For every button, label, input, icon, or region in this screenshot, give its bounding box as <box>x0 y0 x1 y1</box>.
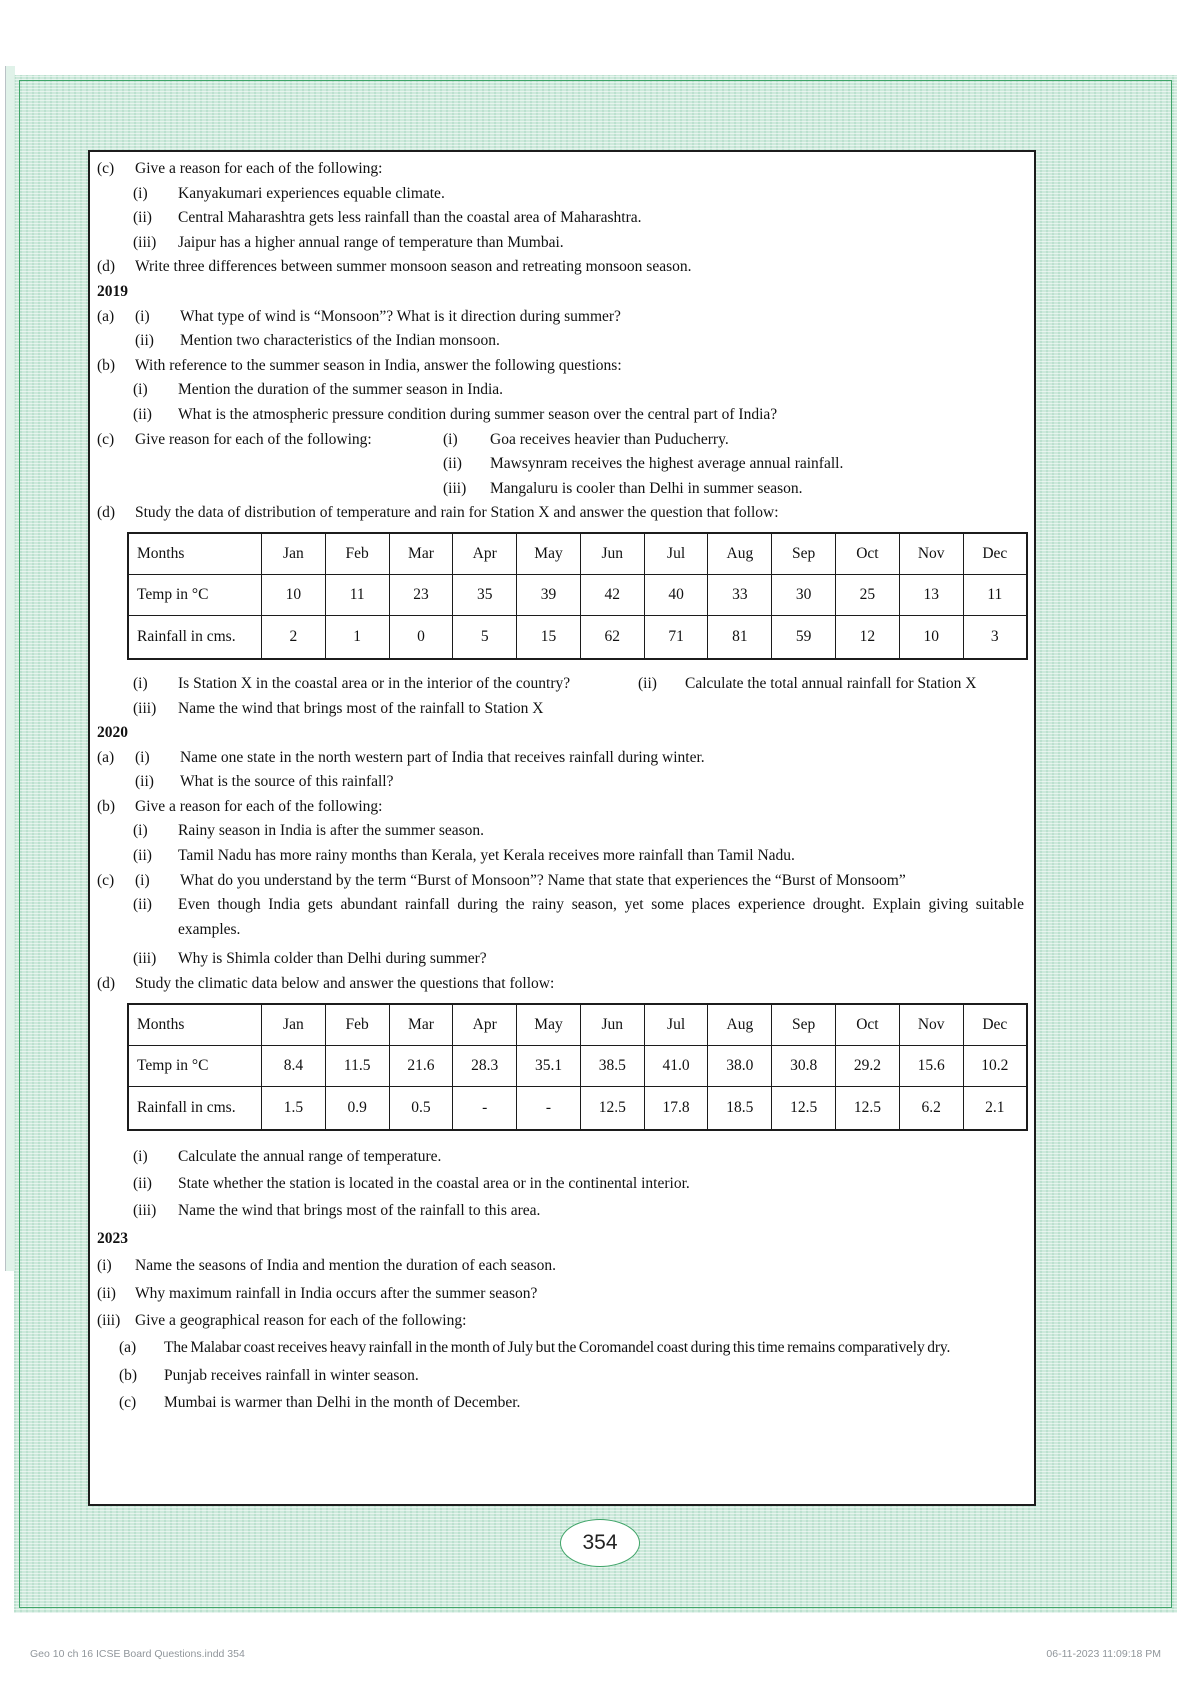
item-label: (d) <box>97 975 116 993</box>
item-label: (i) <box>133 1147 148 1165</box>
question-text: What is the source of this rainfall? <box>180 773 394 791</box>
row-label-cell: Rainfall in cms. <box>128 615 262 659</box>
month-header-cell: Jun <box>580 533 644 575</box>
data-cell: 8.4 <box>262 1045 326 1086</box>
item-label: (ii) <box>133 209 152 227</box>
item-label: (i) <box>135 748 150 766</box>
question-row <box>97 157 1024 182</box>
data-cell: 5 <box>453 615 517 659</box>
month-header-cell: Jul <box>644 1004 708 1046</box>
data-cell: 0 <box>389 615 453 659</box>
months-header-cell: Months <box>128 533 262 575</box>
question-row <box>97 255 1024 280</box>
question-text: Calculate the annual range of temperature. <box>178 1147 442 1165</box>
item-label: (i) <box>135 871 150 889</box>
question-text: Why is Shimla colder than Delhi during summer? <box>178 950 487 968</box>
page-number: 354 <box>582 1531 618 1554</box>
question-row <box>97 1307 1024 1334</box>
item-label: (i) <box>443 430 458 448</box>
page-number-badge <box>560 1519 640 1567</box>
item-label: (b) <box>97 356 116 374</box>
month-header-cell: Mar <box>389 1004 453 1046</box>
question-text: Kanyakumari experiences equable climate. <box>178 184 445 202</box>
question-row <box>97 1252 1024 1279</box>
question-text: What do you understand by the term “Burst of Monsoon”? Name that state that experiences the “Burst of Monsoom” <box>180 871 906 889</box>
data-cell: 39 <box>517 574 581 615</box>
month-header-cell: Feb <box>325 533 389 575</box>
question-text: Name the wind that brings most of the rainfall to Station X <box>178 699 544 717</box>
question-text: With reference to the summer season in India, answer the following questions: <box>135 356 622 374</box>
item-label: (d) <box>97 504 116 522</box>
item-label: (c) <box>97 430 115 448</box>
data-cell: 40 <box>644 574 708 615</box>
year-heading-2020: 2020 <box>97 724 128 742</box>
data-cell: 35.1 <box>517 1045 581 1086</box>
question-text: Mawsynram receives the highest average annual rainfall. <box>490 455 844 473</box>
question-text: Give a geographical reason for each of the following: <box>135 1312 467 1330</box>
item-label: (ii) <box>443 455 462 473</box>
item-label: (d) <box>97 258 116 276</box>
data-cell: 10 <box>262 574 326 615</box>
item-label: (b) <box>97 797 116 815</box>
data-cell: 12.5 <box>580 1086 644 1130</box>
question-row <box>97 354 1024 379</box>
left-edge-strip <box>5 66 15 1271</box>
question-text: Mumbai is warmer than Delhi in the month of December. <box>164 1394 521 1412</box>
item-label: (iii) <box>443 479 467 497</box>
question-row <box>133 182 1024 207</box>
month-header-cell: Apr <box>453 1004 517 1046</box>
row-label-cell: Temp in °C <box>128 1045 262 1086</box>
month-header-cell: Nov <box>899 533 963 575</box>
data-cell: 0.5 <box>389 1086 453 1130</box>
data-cell: 10.2 <box>963 1045 1027 1086</box>
item-label: (ii) <box>638 674 657 692</box>
data-cell: 42 <box>580 574 644 615</box>
question-row <box>133 403 1024 428</box>
data-cell: 11 <box>963 574 1027 615</box>
month-header-cell: Jan <box>262 1004 326 1046</box>
data-cell: 62 <box>580 615 644 659</box>
footer-filename: Geo 10 ch 16 ICSE Board Questions.indd 354 <box>30 1648 245 1660</box>
question-paper-panel <box>88 150 1036 1506</box>
question-row <box>133 1170 1024 1197</box>
data-cell: - <box>517 1086 581 1130</box>
question-row <box>133 1197 1024 1224</box>
question-text: Calculate the total annual rainfall for Station X <box>685 674 977 692</box>
question-text: Is Station X in the coastal area or in the interior of the country? <box>178 674 571 692</box>
item-label: (iii) <box>133 950 157 968</box>
item-label: (a) <box>97 748 115 766</box>
question-row <box>133 1143 1024 1170</box>
item-label: (iii) <box>133 699 157 717</box>
question-text: State whether the station is located in the coastal area or in the continental interior. <box>178 1175 690 1193</box>
question-text: Goa receives heavier than Puducherry. <box>490 430 729 448</box>
question-text: Rainy season in India is after the summer season. <box>178 822 485 840</box>
question-text: Give a reason for each of the following: <box>135 160 383 177</box>
month-header-cell: Aug <box>708 533 772 575</box>
data-cell: 12.5 <box>772 1086 836 1130</box>
item-label: (i) <box>133 674 148 692</box>
data-cell: 18.5 <box>708 1086 772 1130</box>
question-text: Mention the duration of the summer season in India. <box>178 381 504 399</box>
question-row <box>97 770 1024 795</box>
question-text: Mention two characteristics of the Indian monsoon. <box>180 332 500 350</box>
data-cell: 30.8 <box>772 1045 836 1086</box>
month-header-cell: May <box>517 533 581 575</box>
question-row <box>97 501 1024 526</box>
question-row <box>133 893 1024 942</box>
item-label: (ii) <box>133 847 152 865</box>
question-row <box>133 206 1024 231</box>
item-label: (ii) <box>133 1175 152 1193</box>
data-cell: 81 <box>708 615 772 659</box>
question-text: What is the atmospheric pressure condition during summer season over the central part of India? <box>178 405 778 423</box>
data-cell: 30 <box>772 574 836 615</box>
data-cell: 38.5 <box>580 1045 644 1086</box>
data-cell: 13 <box>899 574 963 615</box>
data-cell: 1.5 <box>262 1086 326 1130</box>
item-label: (c) <box>119 1394 137 1412</box>
question-text: Name the seasons of India and mention the duration of each season. <box>135 1257 556 1275</box>
data-cell: 25 <box>836 574 900 615</box>
item-label: (iii) <box>97 1312 121 1330</box>
item-label: (b) <box>119 1366 138 1384</box>
question-text: Central Maharashtra gets less rainfall than the coastal area of Maharashtra. <box>178 209 642 227</box>
question-row <box>133 947 1024 972</box>
question-row <box>97 452 1024 477</box>
question-text: Write three differences between summer monsoon season and retreating monsoon season. <box>135 258 692 276</box>
question-row <box>133 672 1024 697</box>
data-cell: 2.1 <box>963 1086 1027 1130</box>
month-header-cell: Mar <box>389 533 453 575</box>
month-header-cell: Sep <box>772 533 836 575</box>
item-label: (ii) <box>97 1284 116 1302</box>
month-header-cell: Apr <box>453 533 517 575</box>
data-cell: 0.9 <box>325 1086 389 1130</box>
question-row <box>97 746 1024 771</box>
question-row <box>97 428 1024 453</box>
footer-timestamp: 06-11-2023 11:09:18 PM <box>1046 1648 1161 1660</box>
item-label: (a) <box>119 1339 137 1357</box>
month-header-cell: Oct <box>836 533 900 575</box>
item-label: (ii) <box>135 773 154 791</box>
item-label: (a) <box>97 307 115 325</box>
item-label: (i) <box>133 381 148 399</box>
month-header-cell: Dec <box>963 533 1027 575</box>
item-label: (c) <box>97 160 115 177</box>
question-text: Punjab receives rainfall in winter season. <box>164 1366 419 1384</box>
question-text: Even though India gets abundant rainfall during the rainy season, yet some places experience drought. Explain giving suitable examples. <box>178 896 1024 938</box>
month-header-cell: May <box>517 1004 581 1046</box>
data-cell: 2 <box>262 615 326 659</box>
item-label: (iii) <box>133 1202 157 1220</box>
question-text: Why maximum rainfall in India occurs after the summer season? <box>135 1284 538 1302</box>
question-row <box>133 844 1024 869</box>
question-text: The Malabar coast receives heavy rainfall in the month of July but the Coromandel coast during this time remains comparatively dry. <box>164 1339 951 1357</box>
question-row <box>133 378 1024 403</box>
item-label: (ii) <box>133 405 152 423</box>
question-row <box>119 1389 1024 1416</box>
data-cell: 15 <box>517 615 581 659</box>
item-label: (ii) <box>133 896 152 914</box>
data-cell: 12.5 <box>836 1086 900 1130</box>
data-cell: 33 <box>708 574 772 615</box>
question-row <box>97 1280 1024 1307</box>
data-cell: 11 <box>325 574 389 615</box>
question-row <box>133 231 1024 256</box>
question-text: Give a reason for each of the following: <box>135 797 383 815</box>
question-row <box>119 1362 1024 1389</box>
item-label: (ii) <box>135 332 154 350</box>
climatic-data-table <box>127 1003 1028 1131</box>
data-cell: 11.5 <box>325 1045 389 1086</box>
data-cell: 1 <box>325 615 389 659</box>
data-cell: 23 <box>389 574 453 615</box>
question-row <box>97 869 1024 894</box>
question-text: Study the climatic data below and answer the questions that follow: <box>135 975 555 993</box>
data-cell: 29.2 <box>836 1045 900 1086</box>
question-text: Jaipur has a higher annual range of temperature than Mumbai. <box>178 233 564 251</box>
month-header-cell: Aug <box>708 1004 772 1046</box>
data-cell: 15.6 <box>899 1045 963 1086</box>
data-cell: 71 <box>644 615 708 659</box>
month-header-cell: Feb <box>325 1004 389 1046</box>
item-label: (i) <box>97 1257 112 1275</box>
item-label: (i) <box>133 822 148 840</box>
question-text: What type of wind is “Monsoon”? What is it direction during summer? <box>180 307 621 325</box>
question-text: Mangaluru is cooler than Delhi in summer season. <box>490 479 803 497</box>
month-header-cell: Nov <box>899 1004 963 1046</box>
question-text: Study the data of distribution of temperature and rain for Station X and answer the question that follow: <box>135 504 779 522</box>
question-row <box>119 1334 1024 1361</box>
data-cell: 41.0 <box>644 1045 708 1086</box>
data-cell: 12 <box>836 615 900 659</box>
year-heading-2023: 2023 <box>97 1229 128 1247</box>
station-x-table <box>127 532 1028 660</box>
item-label: (i) <box>135 307 150 325</box>
month-header-cell: Jul <box>644 533 708 575</box>
item-label: (i) <box>133 184 148 202</box>
question-text: Give reason for each of the following: <box>135 430 372 448</box>
data-cell: 3 <box>963 615 1027 659</box>
data-cell: 38.0 <box>708 1045 772 1086</box>
question-text: Name the wind that brings most of the rainfall to this area. <box>178 1202 541 1220</box>
data-cell: - <box>453 1086 517 1130</box>
question-row <box>97 972 1024 997</box>
month-header-cell: Jan <box>262 533 326 575</box>
question-row <box>133 819 1024 844</box>
question-row <box>133 697 1024 722</box>
row-label-cell: Rainfall in cms. <box>128 1086 262 1130</box>
month-header-cell: Sep <box>772 1004 836 1046</box>
item-label: (iii) <box>133 233 157 251</box>
months-header-cell: Months <box>128 1004 262 1046</box>
data-cell: 10 <box>899 615 963 659</box>
year-heading-2019: 2019 <box>97 282 128 300</box>
data-cell: 59 <box>772 615 836 659</box>
questions-content <box>90 152 1034 1417</box>
data-cell: 17.8 <box>644 1086 708 1130</box>
data-cell: 6.2 <box>899 1086 963 1130</box>
question-text: Tamil Nadu has more rainy months than Kerala, yet Kerala receives more rainfall than Tamil Nadu. <box>178 847 795 865</box>
month-header-cell: Oct <box>836 1004 900 1046</box>
data-cell: 21.6 <box>389 1045 453 1086</box>
question-row <box>97 329 1024 354</box>
question-row <box>97 795 1024 820</box>
data-cell: 28.3 <box>453 1045 517 1086</box>
question-text: Name one state in the north western part of India that receives rainfall during winter. <box>180 748 705 766</box>
question-row <box>97 477 1024 502</box>
question-row <box>97 305 1024 330</box>
month-header-cell: Dec <box>963 1004 1027 1046</box>
data-cell: 35 <box>453 574 517 615</box>
item-label: (c) <box>97 871 115 889</box>
month-header-cell: Jun <box>580 1004 644 1046</box>
row-label-cell: Temp in °C <box>128 574 262 615</box>
